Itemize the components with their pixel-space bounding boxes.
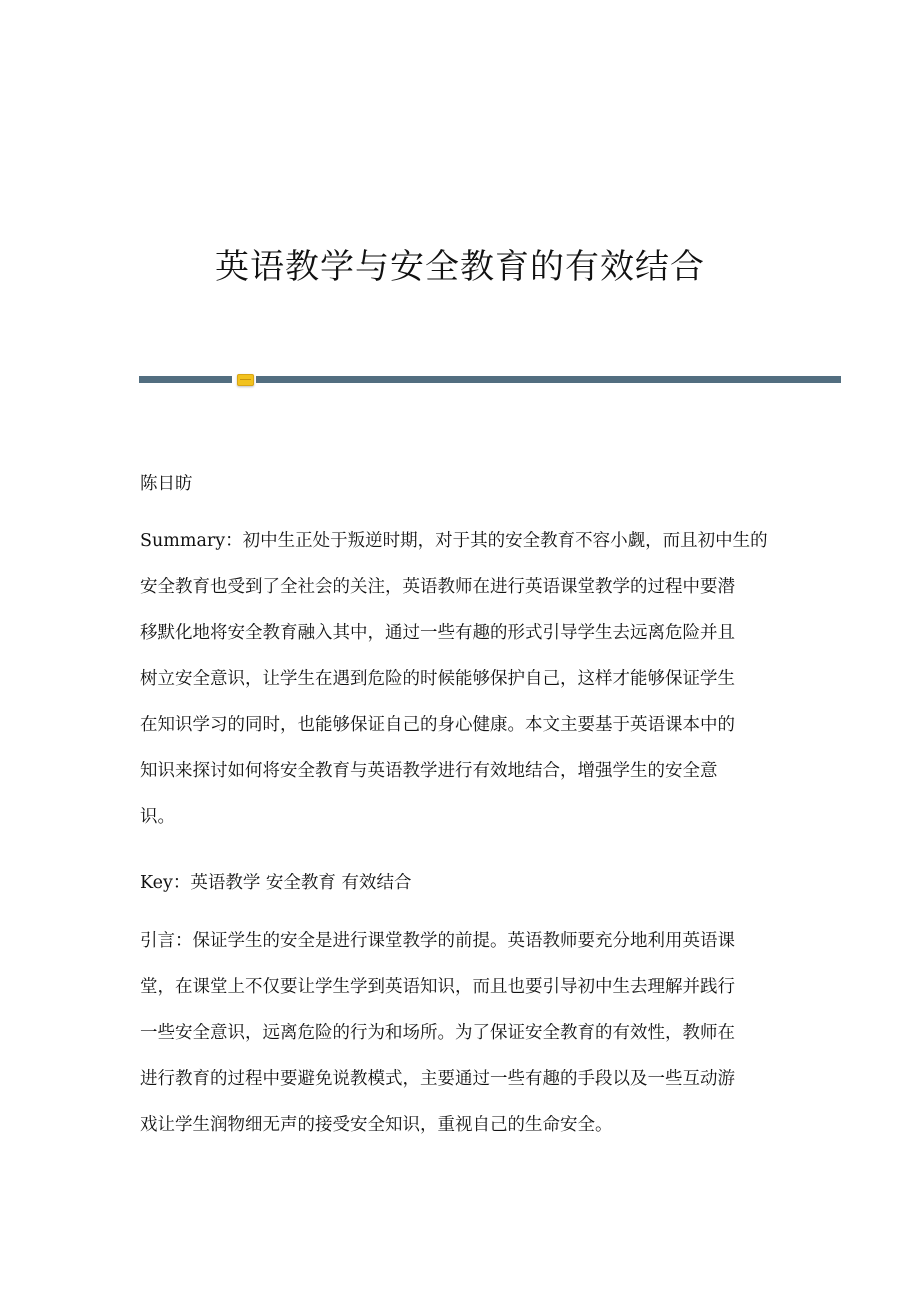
summary-line: 识。	[140, 807, 175, 827]
summary-line: 移默化地将安全教育融入其中，通过一些有趣的形式引导学生去远离危险并且	[140, 623, 735, 643]
divider-right	[256, 376, 841, 383]
document-title: 英语教学与安全教育的有效结合	[215, 246, 705, 287]
intro-line: 引言：保证学生的安全是进行课堂教学的前提。英语教师要充分地利用英语课	[140, 931, 735, 951]
keywords: Key：英语教学 安全教育 有效结合	[140, 873, 412, 893]
intro-line: 一些安全意识，远离危险的行为和场所。为了保证安全教育的有效性，教师在	[140, 1023, 735, 1043]
summary-line: 树立安全意识，让学生在遇到危险的时候能够保护自己，这样才能够保证学生	[140, 669, 735, 689]
intro-line: 堂，在课堂上不仅要让学生学到英语知识，而且也要引导初中生去理解并践行	[140, 977, 735, 997]
summary-line: 在知识学习的同时，也能够保证自己的身心健康。本文主要基于英语课本中的	[140, 715, 735, 735]
divider-left	[139, 376, 232, 383]
summary-line: 安全教育也受到了全社会的关注，英语教师在进行英语课堂教学的过程中要潜	[140, 577, 735, 597]
summary-line: 知识来探讨如何将安全教育与英语教学进行有效地结合，增强学生的安全意	[140, 761, 718, 781]
intro-line: 进行教育的过程中要避免说教模式，主要通过一些有趣的手段以及一些互动游	[140, 1069, 735, 1089]
author: 陈日昉	[140, 474, 193, 494]
divider-ornament-icon	[237, 374, 254, 386]
summary-line: Summary：初中生正处于叛逆时期，对于其的安全教育不容小觑，而且初中生的	[140, 531, 768, 551]
intro-line: 戏让学生润物细无声的接受安全知识，重视自己的生命安全。	[140, 1115, 613, 1135]
